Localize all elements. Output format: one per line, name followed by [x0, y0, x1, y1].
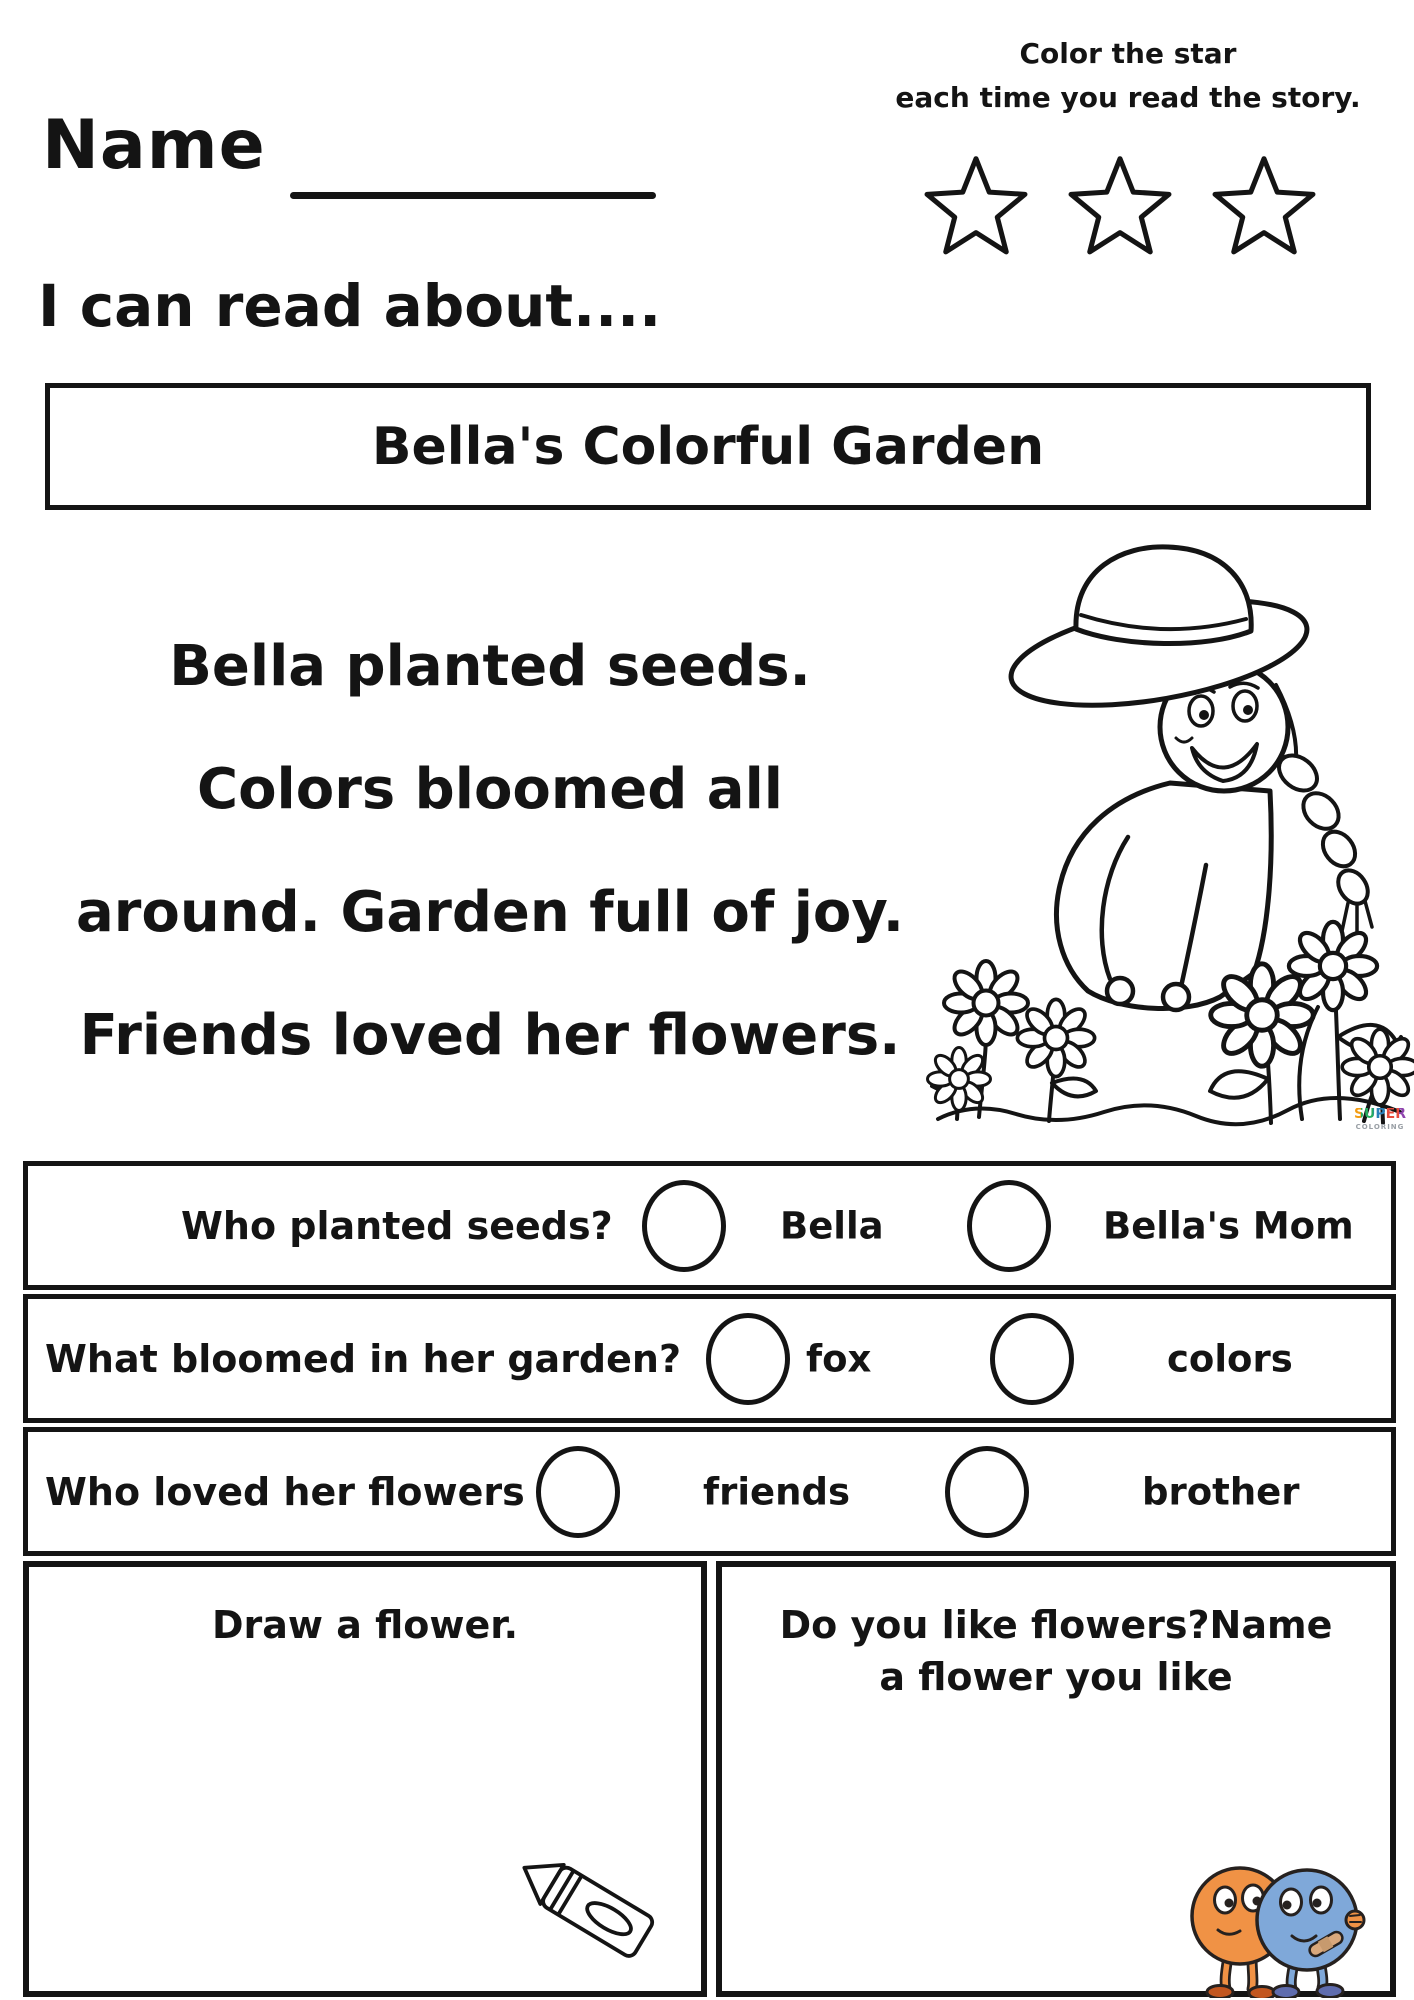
crayon-icon — [488, 1808, 678, 1998]
draw-prompt: Draw a flower. — [211, 1603, 519, 1647]
answer-label: fox — [806, 1337, 872, 1380]
answer-label: brother — [1142, 1470, 1300, 1513]
watermark-line2: COLORING — [1355, 1123, 1405, 1131]
story-line: Bella planted seeds. — [169, 634, 811, 699]
question-prompt: Who planted seeds? — [181, 1203, 613, 1248]
answer-label: Bella's Mom — [1103, 1204, 1354, 1247]
mascot-characters-icon — [1178, 1856, 1370, 1998]
publisher-watermark — [1348, 1108, 1412, 1134]
answer-circle[interactable] — [990, 1313, 1074, 1405]
question-row-1 — [23, 1161, 1396, 1290]
answer-circle[interactable] — [706, 1313, 790, 1405]
story-line: Friends loved her flowers. — [79, 1003, 901, 1068]
answer-label: Bella — [780, 1204, 884, 1247]
question-row-2 — [23, 1294, 1396, 1423]
story-title: Bella's Colorful Garden — [371, 416, 1045, 477]
reading-stars — [920, 148, 1350, 268]
star-icon — [1208, 148, 1320, 268]
name-label: Name — [42, 106, 266, 185]
star-icon — [1064, 148, 1176, 268]
question-row-3 — [23, 1427, 1396, 1556]
reading-star-2[interactable] — [1064, 148, 1176, 268]
story-line: Colors bloomed all — [196, 757, 783, 822]
answer-label: friends — [703, 1470, 850, 1513]
question-prompt: What bloomed in her garden? — [45, 1336, 681, 1381]
watermark-line1: SUPER — [1348, 1108, 1412, 1121]
answer-circle[interactable] — [967, 1180, 1051, 1272]
story-text — [30, 605, 950, 1097]
star-instruction — [878, 32, 1378, 120]
garden-girl-illustration — [924, 535, 1414, 1150]
write-prompt-line1: Do you like flowers?Name — [779, 1603, 1333, 1647]
reading-star-3[interactable] — [1208, 148, 1320, 268]
answer-circle[interactable] — [642, 1180, 726, 1272]
answer-circle[interactable] — [536, 1446, 620, 1538]
story-line: around. Garden full of joy. — [75, 880, 905, 945]
answer-label: colors — [1167, 1337, 1293, 1380]
write-prompt-line2: a flower you like — [879, 1655, 1233, 1699]
question-prompt: Who loved her flowers — [45, 1469, 525, 1514]
write-prompt — [722, 1599, 1390, 1703]
star-instruction-line2: each time you read the story. — [895, 81, 1361, 114]
intro-text: I can read about.... — [38, 272, 662, 340]
star-instruction-line1: Color the star — [1019, 37, 1237, 70]
star-icon — [920, 148, 1032, 268]
story-title-box — [45, 383, 1371, 510]
name-line[interactable] — [290, 192, 656, 199]
reading-star-1[interactable] — [920, 148, 1032, 268]
answer-circle[interactable] — [945, 1446, 1029, 1538]
